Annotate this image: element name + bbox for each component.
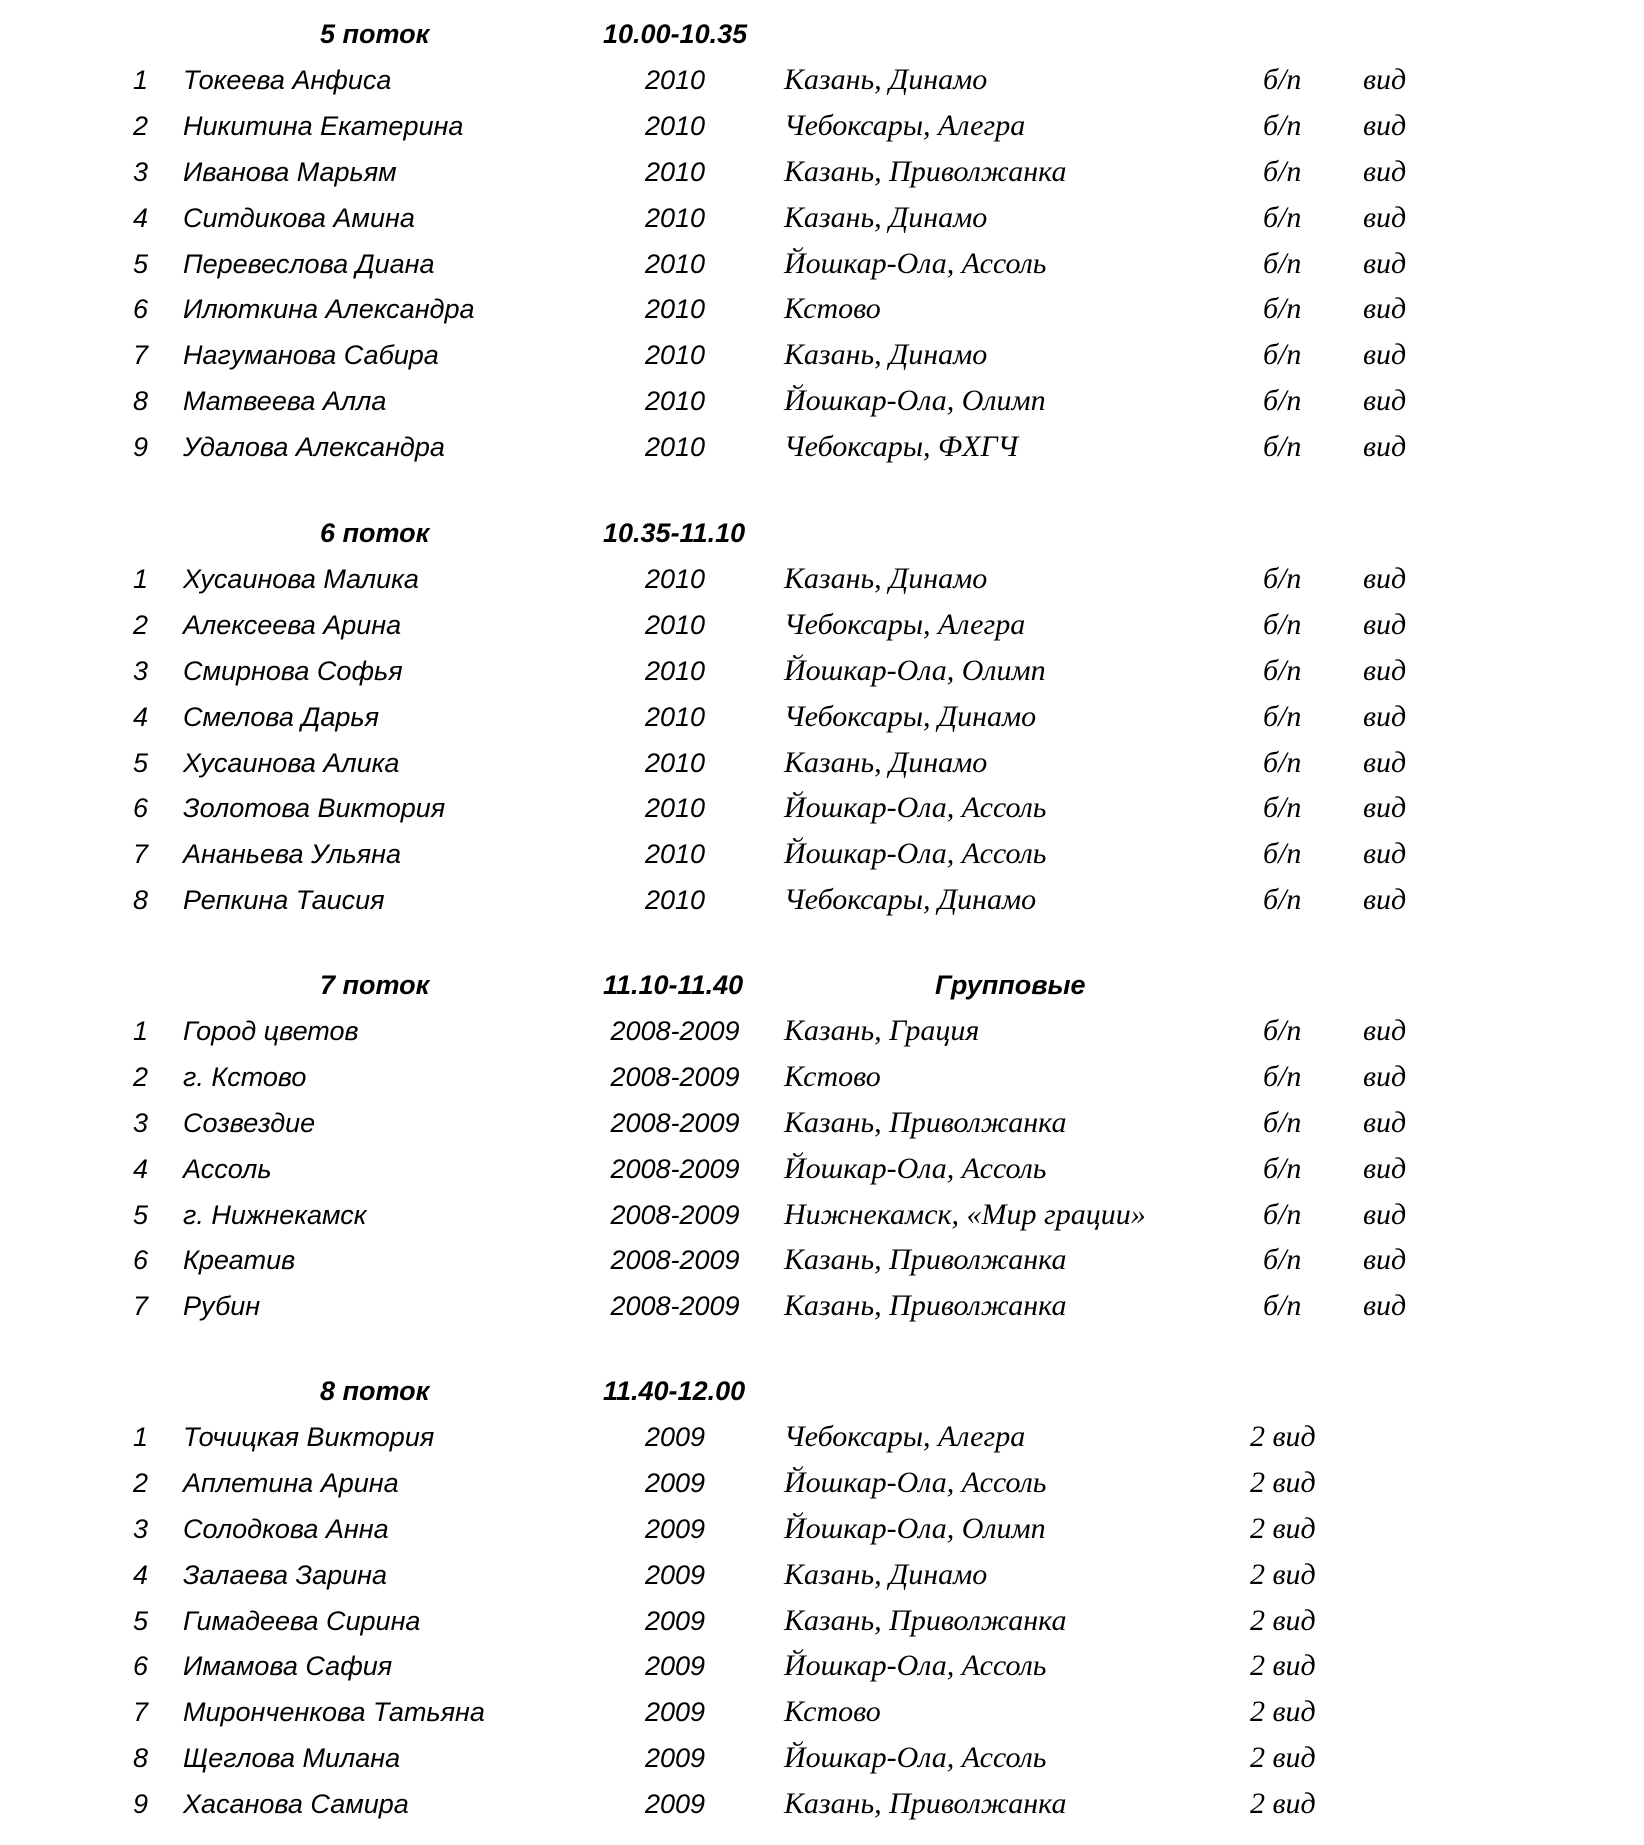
city-club: Йошкар-Ола, Ассоль [784,1741,1047,1774]
category: 2 вид [1250,1512,1316,1545]
row-number: 6 [133,793,149,823]
birth-year: 2010 [644,702,706,732]
row-number: 4 [133,702,149,732]
category-vid: вид [1363,1289,1407,1322]
category-bp: б/п [1263,384,1302,417]
category-bp: б/п [1263,1106,1302,1139]
participant-name: г. Кстово [183,1062,307,1092]
table-row [0,150,1644,194]
row-number: 6 [133,1651,149,1681]
row-number: 2 [133,111,149,141]
birth-year: 2010 [644,111,706,141]
birth-year: 2008-2009 [610,1245,740,1275]
category-bp: б/п [1263,746,1302,779]
section-header [0,511,1644,555]
row-number: 3 [133,1108,149,1138]
category-bp: б/п [1263,1198,1302,1231]
city-club: Кстово [784,292,881,325]
participant-name: Ананьева Ульяна [183,839,402,869]
participant-name: Удалова Александра [183,432,445,462]
table-row [0,333,1644,377]
city-club: Йошкар-Ола, Ассоль [784,1649,1047,1682]
participant-name: Точицкая Виктория [183,1422,435,1452]
row-number: 7 [133,1697,149,1727]
birth-year: 2008-2009 [610,1016,740,1046]
city-club: Казань, Приволжанка [784,1289,1067,1322]
city-club: Йошкар-Ола, Ассоль [784,1466,1047,1499]
birth-year: 2010 [644,203,706,233]
category: 2 вид [1250,1604,1316,1637]
city-club: Кстово [784,1060,881,1093]
section-header [0,963,1644,1007]
table-row [0,1147,1644,1191]
birth-year: 2009 [644,1468,706,1498]
category-bp: б/п [1263,562,1302,595]
table-row [0,1553,1644,1597]
table-row [0,1599,1644,1643]
category-bp: б/п [1263,430,1302,463]
category-bp: б/п [1263,63,1302,96]
city-club: Казань, Приволжанка [784,1787,1067,1820]
category-vid: вид [1363,1106,1407,1139]
birth-year: 2009 [644,1422,706,1452]
city-club: Йошкар-Ола, Олимп [784,654,1046,687]
row-number: 7 [133,839,149,869]
city-club: Казань, Приволжанка [784,1604,1067,1637]
category-vid: вид [1363,430,1407,463]
row-number: 4 [133,203,149,233]
category-vid: вид [1363,155,1407,188]
category-bp: б/п [1263,883,1302,916]
table-row [0,379,1644,423]
category: 2 вид [1250,1466,1316,1499]
category-bp: б/п [1263,837,1302,870]
participant-name: Залаева Зарина [183,1560,388,1590]
city-club: Йошкар-Ола, Олимп [784,384,1046,417]
birth-year: 2010 [644,656,706,686]
row-number: 2 [133,1062,149,1092]
section-time: 10.35-11.10 [603,518,746,548]
table-row [0,1284,1644,1328]
participant-name: Хусаинова Алика [183,748,400,778]
table-row [0,1101,1644,1145]
participant-name: Матвеева Алла [183,386,387,416]
participant-name: Креатив [183,1245,296,1275]
birth-year: 2009 [644,1743,706,1773]
participant-name: Репкина Таисия [183,885,385,915]
row-number: 4 [133,1560,149,1590]
row-number: 6 [133,294,149,324]
participant-name: Алексеева Арина [183,610,402,640]
city-club: Казань, Динамо [784,1558,988,1591]
participant-name: Никитина Екатерина [183,111,464,141]
city-club: Чебоксары, Алегра [784,109,1026,142]
birth-year: 2010 [644,249,706,279]
table-row [0,1193,1644,1237]
table-row [0,1055,1644,1099]
row-number: 3 [133,656,149,686]
table-row [0,832,1644,876]
participant-name: Иванова Марьям [183,157,397,187]
category-vid: вид [1363,746,1407,779]
birth-year: 2009 [644,1651,706,1681]
category-vid: вид [1363,654,1407,687]
category-bp: б/п [1263,1152,1302,1185]
section-title: 5 поток [320,19,430,49]
city-club: Кстово [784,1695,881,1728]
category-bp: б/п [1263,109,1302,142]
city-club: Чебоксары, Алегра [784,608,1026,641]
participant-name: Перевеслова Диана [183,249,435,279]
section-title: 6 поток [320,518,430,548]
birth-year: 2009 [644,1560,706,1590]
participant-name: Нагуманова Сабира [183,340,439,370]
category-vid: вид [1363,1198,1407,1231]
category-bp: б/п [1263,155,1302,188]
section-note: Групповые [935,970,1086,1000]
category-vid: вид [1363,608,1407,641]
row-number: 4 [133,1154,149,1184]
city-club: Казань, Динамо [784,562,988,595]
category-vid: вид [1363,109,1407,142]
section-header [0,1369,1644,1413]
city-club: Йошкар-Ола, Ассоль [784,247,1047,280]
category-bp: б/п [1263,338,1302,371]
row-number: 5 [133,748,149,778]
city-club: Казань, Грация [784,1014,980,1047]
row-number: 9 [133,1789,149,1819]
category-vid: вид [1363,700,1407,733]
row-number: 1 [133,1016,149,1046]
category-vid: вид [1363,338,1407,371]
section-title: 7 поток [320,970,430,1000]
table-row [0,58,1644,102]
city-club: Йошкар-Ола, Ассоль [784,1152,1047,1185]
row-number: 2 [133,610,149,640]
participant-name: Смирнова Софья [183,656,403,686]
table-row [0,242,1644,286]
category-vid: вид [1363,292,1407,325]
category-bp: б/п [1263,791,1302,824]
row-number: 8 [133,1743,149,1773]
participant-name: Ассоль [183,1154,272,1184]
participant-name: г. Нижнекамск [183,1200,367,1230]
birth-year: 2008-2009 [610,1291,740,1321]
category: 2 вид [1250,1695,1316,1728]
section-title: 8 поток [320,1376,430,1406]
birth-year: 2010 [644,885,706,915]
participant-name: Хасанова Самира [183,1789,409,1819]
birth-year: 2008-2009 [610,1154,740,1184]
participant-name: Илюткина Александра [183,294,475,324]
birth-year: 2008-2009 [610,1108,740,1138]
category: 2 вид [1250,1649,1316,1682]
table-row [0,786,1644,830]
city-club: Чебоксары, Алегра [784,1420,1026,1453]
row-number: 2 [133,1468,149,1498]
table-row [0,603,1644,647]
row-number: 6 [133,1245,149,1275]
birth-year: 2010 [644,432,706,462]
category-vid: вид [1363,63,1407,96]
category-bp: б/п [1263,292,1302,325]
category-bp: б/п [1263,247,1302,280]
participant-name: Миронченкова Татьяна [183,1697,485,1727]
birth-year: 2010 [644,564,706,594]
participant-name: Гимадеева Сирина [183,1606,421,1636]
row-number: 7 [133,340,149,370]
table-row [0,425,1644,469]
category-vid: вид [1363,247,1407,280]
city-club: Казань, Приволжанка [784,1106,1067,1139]
birth-year: 2010 [644,340,706,370]
city-club: Нижнекамск, «Мир грации» [784,1198,1146,1231]
city-club: Казань, Динамо [784,746,988,779]
participant-name: Смелова Дарья [183,702,380,732]
participant-name: Город цветов [183,1016,359,1046]
row-number: 1 [133,65,149,95]
city-club: Йошкар-Ола, Ассоль [784,837,1047,870]
row-number: 7 [133,1291,149,1321]
row-number: 5 [133,1200,149,1230]
row-number: 8 [133,386,149,416]
birth-year: 2009 [644,1606,706,1636]
birth-year: 2008-2009 [610,1062,740,1092]
category-vid: вид [1363,837,1407,870]
participant-name: Солодкова Анна [183,1514,389,1544]
birth-year: 2010 [644,157,706,187]
table-row [0,1690,1644,1734]
participant-name: Токеева Анфиса [183,65,392,95]
category-bp: б/п [1263,608,1302,641]
table-row [0,695,1644,739]
row-number: 8 [133,885,149,915]
city-club: Йошкар-Ола, Олимп [784,1512,1046,1545]
row-number: 1 [133,564,149,594]
birth-year: 2010 [644,839,706,869]
city-club: Чебоксары, Динамо [784,700,1037,733]
table-row [0,1736,1644,1780]
category-vid: вид [1363,201,1407,234]
row-number: 5 [133,1606,149,1636]
row-number: 3 [133,1514,149,1544]
birth-year: 2009 [644,1697,706,1727]
birth-year: 2009 [644,1514,706,1544]
participant-name: Ситдикова Амина [183,203,415,233]
category: 2 вид [1250,1787,1316,1820]
table-row [0,1415,1644,1459]
table-row [0,878,1644,922]
birth-year: 2010 [644,294,706,324]
participant-name: Золотова Виктория [183,793,446,823]
row-number: 9 [133,432,149,462]
table-row [0,287,1644,331]
row-number: 1 [133,1422,149,1452]
table-row [0,1009,1644,1053]
category-bp: б/п [1263,201,1302,234]
row-number: 3 [133,157,149,187]
table-row [0,104,1644,148]
category-bp: б/п [1263,654,1302,687]
category-vid: вид [1363,1243,1407,1276]
participant-name: Хусаинова Малика [183,564,419,594]
participant-name: Имамова Сафия [183,1651,393,1681]
section-header [0,12,1644,56]
city-club: Чебоксары, Динамо [784,883,1037,916]
participant-name: Аплетина Арина [183,1468,399,1498]
birth-year: 2010 [644,386,706,416]
category-vid: вид [1363,1060,1407,1093]
row-number: 5 [133,249,149,279]
birth-year: 2010 [644,65,706,95]
city-club: Чебоксары, ФХГЧ [784,430,1019,463]
table-row [0,1507,1644,1551]
city-club: Казань, Приволжанка [784,155,1067,188]
birth-year: 2008-2009 [610,1200,740,1230]
table-row [0,1461,1644,1505]
table-row [0,557,1644,601]
category-vid: вид [1363,384,1407,417]
table-row [0,1782,1644,1826]
city-club: Казань, Динамо [784,201,988,234]
birth-year: 2010 [644,748,706,778]
category-vid: вид [1363,883,1407,916]
category-vid: вид [1363,791,1407,824]
table-row [0,1238,1644,1282]
participant-name: Созвездие [183,1108,316,1138]
birth-year: 2010 [644,793,706,823]
category-bp: б/п [1263,1243,1302,1276]
table-row [0,196,1644,240]
category-vid: вид [1363,1152,1407,1185]
table-row [0,741,1644,785]
section-time: 11.10-11.40 [603,970,744,1000]
category-bp: б/п [1263,1014,1302,1047]
section-time: 10.00-10.35 [603,19,748,49]
category-vid: вид [1363,1014,1407,1047]
participant-name: Щеглова Милана [183,1743,401,1773]
city-club: Казань, Динамо [784,338,988,371]
birth-year: 2009 [644,1789,706,1819]
category-bp: б/п [1263,1060,1302,1093]
city-club: Казань, Приволжанка [784,1243,1067,1276]
city-club: Йошкар-Ола, Ассоль [784,791,1047,824]
participant-name: Рубин [183,1291,261,1321]
table-row [0,649,1644,693]
city-club: Казань, Динамо [784,63,988,96]
birth-year: 2010 [644,610,706,640]
table-row [0,1644,1644,1688]
category-bp: б/п [1263,700,1302,733]
category: 2 вид [1250,1420,1316,1453]
section-time: 11.40-12.00 [603,1376,746,1406]
category: 2 вид [1250,1558,1316,1591]
category: 2 вид [1250,1741,1316,1774]
category-bp: б/п [1263,1289,1302,1322]
category-vid: вид [1363,562,1407,595]
